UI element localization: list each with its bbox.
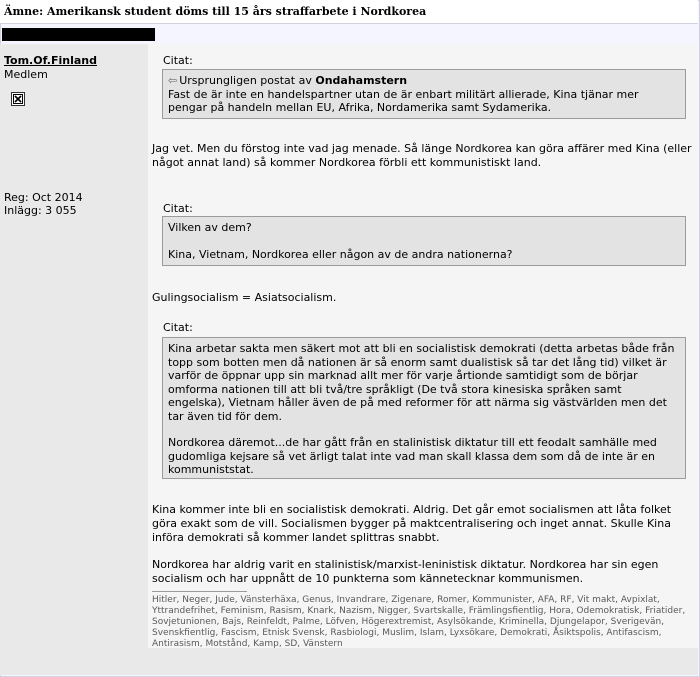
quote-author: Ondahamstern	[315, 74, 408, 87]
quote-box	[162, 337, 686, 479]
quote-text: Kina arbetar sakta men säkert mot att bli en socialistisk demokrati (detta arbetas både från topp som botten men då nationen är så enorm samt dualistisk så tar det lång tid) vilket är varför de öppnar upp sin marknad allt mer för varje årtionde samtidigt som de börjar omforma nationen till att bli två/tre språkligt (De två stora kinesiska språken samt engelska), Vietnam håller även de på med reformer för att närma sig västvärlden men det tar även tid för dem.	[168, 342, 675, 423]
reply-text: Kina kommer inte bli en socialistisk demokrati. Aldrig. Det går emot socialismen att låta folket göra exakt som de vill. Socialismen bygger på maktcentralisering och inget annat. Skulle Kina införa demokrati så kommer landet splittras snabbt.	[152, 503, 672, 544]
username-link[interactable]: Tom.Of.Finland	[4, 54, 97, 67]
user-title: Medlem	[4, 68, 48, 81]
quote-box	[162, 69, 686, 119]
quote-label: Citat:	[163, 54, 193, 67]
signature-divider	[152, 591, 247, 592]
user-reg-date: Reg: Oct 2014	[4, 191, 83, 204]
quote-label: Citat:	[163, 321, 193, 334]
quote-label: Citat:	[163, 202, 193, 215]
quote-text: Fast de är inte en handelspartner utan de är enbart militärt allierade, Kina tjänar mer pengar på handeln mellan EU, Afrika, Nordamerika samt Sydamerika.	[168, 87, 639, 114]
arrow-left-icon[interactable]: ⇦	[168, 74, 178, 87]
reply-text: Jag vet. Men du förstog inte vad jag menade. Så länge Nordkorea kan göra affärer med Kina (eller något annat land) så kommer Nordkorea förbli ett kommunistiskt land.	[152, 142, 692, 169]
signature: Hitler, Neger, Jude, Vänsterhäxa, Genus, Invandrare, Zigenare, Romer, Kommunister, AFA, RF, Vit makt, Avpixlat, Yttrandefrihet, Feminism, Rasism, Knark, Nazism, Nigger, Svartskalle, Främlingsfientlig, Hora, Odemokratisk, Friatider, Sovjetunionen, Bajs, Reinfeldt, Palme, Löfven, Högerextremist, Asylsökande, Kriminella, Djungelapor, Sverigevän, Svenskfientlig, Fascism, Etnisk Svensk, Rasbiologi, Muslim, Islam, Lyxsökare, Demokrati, Åsiktspolis, Antifascism, Antirasism, Motstånd, Kamp, SD, Vänstern	[152, 595, 686, 649]
quote-text: Vilken av dem?	[168, 221, 252, 234]
quote-text: Nordkorea däremot...de har gått från en stalinistisk diktatur till ett feodalt samhälle med gudomliga kejsare så vet ärligt talat inte vad man skall klassa dem som då de inte är en kommuniststat.	[168, 436, 657, 476]
reply-text: Gulingsocialism = Asiatsocialism.	[152, 291, 337, 304]
thread-subject: Ämne: Amerikansk student döms till 15 års straffarbete i Nordkorea	[0, 0, 698, 24]
quote-box	[162, 216, 686, 266]
user-post-count: Inlägg: 3 055	[4, 204, 77, 217]
user-sidebar	[0, 44, 148, 648]
quote-author-prefix: Ursprungligen postat av	[179, 74, 312, 87]
reply-text: Nordkorea har aldrig varit en stalinistisk/marxist-leninistisk diktatur. Nordkorea har sin egen socialism och har uppnått de 10 punkterna som kännetecknar kommunismen.	[152, 558, 659, 585]
broken-image-icon	[11, 92, 25, 106]
user-info	[4, 191, 83, 217]
quote-text: Kina, Vietnam, Nordkorea eller någon av de andra nationerna?	[168, 247, 513, 261]
post-footer	[0, 648, 698, 675]
redaction-bar	[2, 28, 155, 41]
